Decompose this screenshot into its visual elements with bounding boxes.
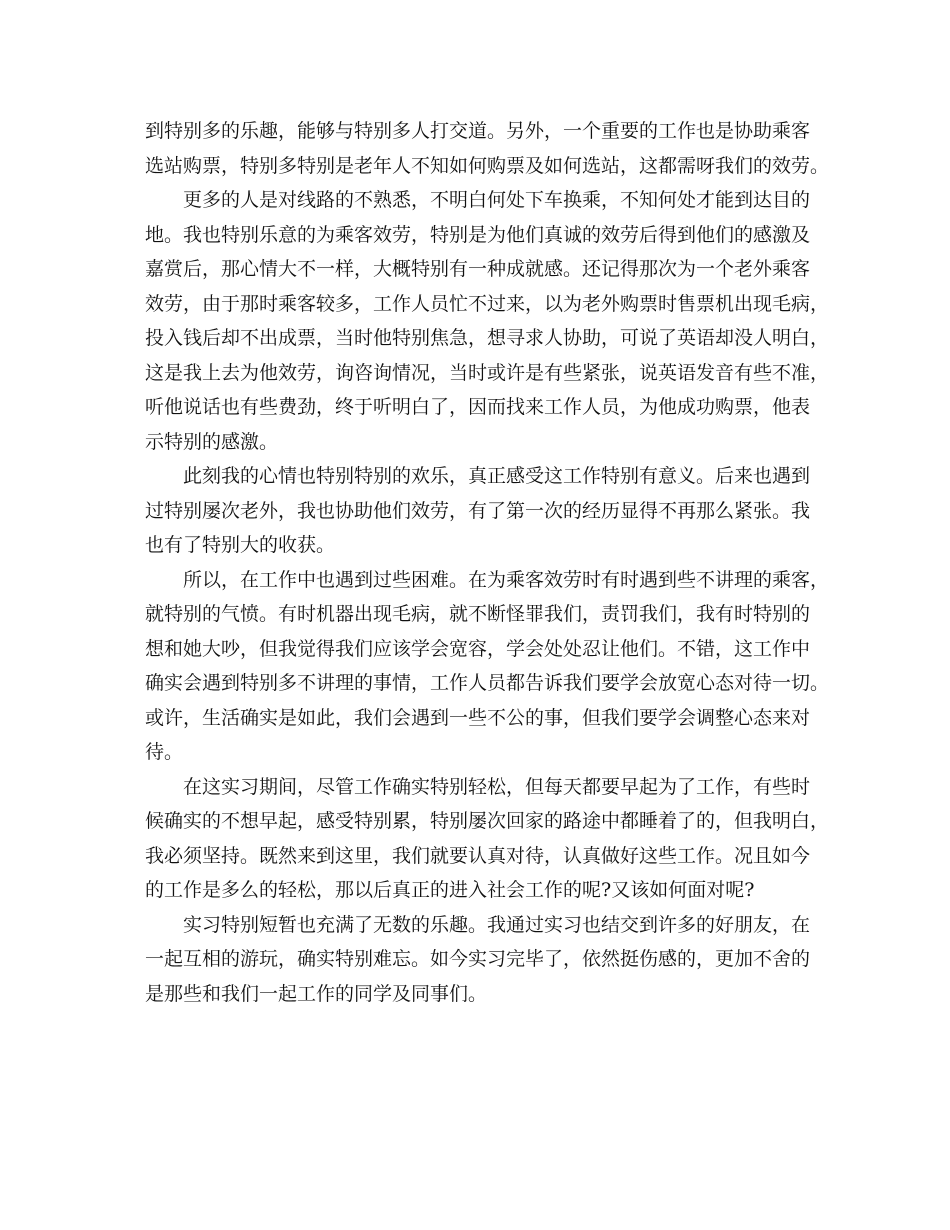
text-line: 效劳，由于那时乘客较多，工作人员忙不过来，以为老外购票时售票机出现毛病， [145,292,830,315]
text-line: 就特别的气愤。有时机器出现毛病，就不断怪罪我们，责罚我们，我有时特别的 [145,603,811,625]
text-line: 实习特别短暂也充满了无数的乐趣。我通过实习也结交到许多的好朋友，在 [183,913,811,936]
text-line: 的工作是多么的轻松，那以后真正的进入社会工作的呢?又该如何面对呢? [145,879,755,901]
text-line: 也有了特别大的收获。 [145,534,336,556]
text-line: 到特别多的乐趣，能够与特别多人打交道。另外，一个重要的工作也是协助乘客 [145,120,811,142]
text-line: 投入钱后却不出成票，当时他特别焦急，想寻求人协助，可说了英语却没人明白， [145,327,830,349]
text-line: 是那些和我们一起工作的同学及同事们。 [145,982,488,1005]
text-line: 示特别的感激。 [145,430,279,453]
text-line: 嘉赏后，那心情大不一样，大概特别有一种成就感。还记得那次为一个老外乘客 [145,258,811,280]
text-line: 或许，生活确实是如此，我们会遇到一些不公的事，但我们要学会调整心态来对 [145,706,811,729]
text-line: 此刻我的心情也特别特别的欢乐，真正感受这工作特别有意义。后来也遇到 [183,465,811,487]
text-line: 更多的人是对线路的不熟悉，不明白何处下车换乘，不知何处才能到达目的 [183,189,811,211]
text-line: 确实会遇到特别多不讲理的事情，工作人员都告诉我们要学会放宽心态对待一切。 [145,672,830,694]
text-line: 在这实习期间，尽管工作确实特别轻松，但每天都要早起为了工作，有些时 [183,775,811,798]
text-line: 一起互相的游玩，确实特别难忘。如今实习完毕了，依然挺伤感的，更加不舍的 [145,948,811,970]
text-line: 听他说话也有些费劲，终于听明白了，因而找来工作人员，为他成功购票，他表 [145,396,811,418]
text-line: 候确实的不想早起，感受特别累，特别屡次回家的路途中都睡着了的，但我明白， [145,810,830,832]
text-line: 待。 [145,741,184,763]
text-line: 过特别屡次老外，我也协助他们效劳，有了第一次的经历显得不再那么紧张。我 [145,499,811,522]
text-line: 地。我也特别乐意的为乘客效劳，特别是为他们真诚的效劳后得到他们的感激及 [145,223,811,246]
text-line: 我必须坚持。既然来到这里，我们就要认真对待，认真做好这些工作。况且如今 [145,844,811,867]
document-body-text [145,114,830,1011]
text-line: 所以，在工作中也遇到过些困难。在为乘客效劳时有时遇到些不讲理的乘客， [183,568,830,591]
text-line: 这是我上去为他效劳，询咨询情况，当时或许是有些紧张，说英语发音有些不准， [145,361,830,384]
text-line: 想和她大吵，但我觉得我们应该学会宽容，学会处处忍让他们。不错，这工作中 [145,637,811,660]
text-line: 选站购票，特别多特别是老年人不知如何购票及如何选站，这都需呀我们的效劳。 [145,154,830,177]
